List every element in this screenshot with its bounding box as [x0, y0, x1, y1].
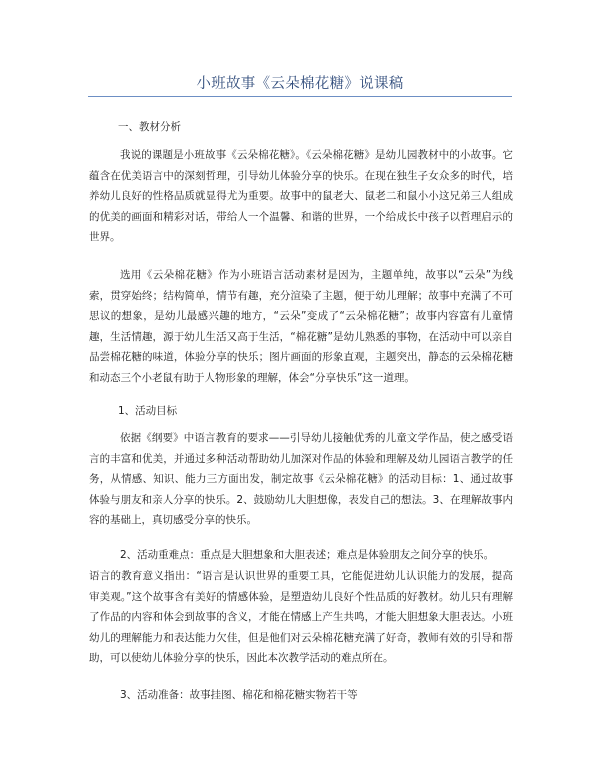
- paragraph-material-reasons: 选用《云朵棉花糖》作为小班语言活动素材是因为，主题单纯，故事以“云朵”为线索，贯穿始终；结构简单，情节有趣，充分渲染了主题，便于幼儿理解；故事中充满了不可思议的想象，是幼儿最感兴趣的地方，“云朵”变成了“云朵棉花糖”；故事内容富有儿童情趣，生活情趣，源于幼儿生活又高于生活，“棉花糖”是幼儿熟悉的事物，在活动中可以亲自品尝棉花糖的味道，体验分享的快乐；图片画面的形象直观，主题突出，静态的云朵棉花糖和动态三个小老鼠有助于人物形象的理解，体会“分享快乐”这一道理。: [89, 269, 513, 384]
- paragraph-activity-preparation: 3、活动准备：故事挂图、棉花和棉花糖实物若干等: [120, 689, 358, 701]
- paragraph-key-points: 2、活动重难点：重点是大胆想象和大胆表述；难点是体验朋友之间分享的快乐。: [120, 549, 495, 561]
- section-heading-activity-goals: 1、活动目标: [118, 405, 178, 417]
- title-underline: [88, 96, 512, 97]
- paragraph-activity-goals: 依据《纲要》中语言教育的要求——引导幼儿接触优秀的儿童文学作品，使之感受语言的丰富和优美，并通过多种活动帮助幼儿加深对作品的体验和理解及幼儿园语言教学的任务，从情感、知识、能力三方面出发，制定故事《云朵棉花糖》的活动目标：1、通过故事体验与朋友和亲人分享的快乐。2、鼓励幼儿大胆想像，表发自己的想法。3、在理解故事内容的基础上，真切感受分享的快乐。: [89, 432, 513, 526]
- document-title: 小班故事《云朵棉花糖》说课稿: [196, 76, 404, 92]
- paragraph-language-education: 语言的教育意义指出：“语言是认识世界的重要工具，它能促进幼儿认识能力的发展，提高审美观。”这个故事含有美好的情感体验，是塑造幼儿良好个性品质的好教材。幼儿只有理解了作品的内容和体会到故事的含义，才能在情感上产生共鸣，才能大胆想象大胆表达。小班幼儿的理解能力和表达能力欠佳，但是他们对云朵棉花糖充满了好奇，教师有效的引导和帮助，可以使幼儿体验分享的快乐，因此本次教学活动的难点所在。: [89, 570, 513, 664]
- section-heading-textbook-analysis: 一、教材分析: [118, 121, 181, 133]
- paragraph-topic-intro: 我说的课题是小班故事《云朵棉花糖》。《云朵棉花糖》是幼儿园教材中的小故事。它蕴含在优美语言中的深刻哲理，引导幼儿体验分享的快乐。在现在独生子女众多的时代，培养幼儿良好的性格品质就显得尤为重要。故事中的鼠老大、鼠老二和鼠小小这兄弟三人组成的优美的画面和精彩对话，带给人一个温馨、和谐的世界，一个给成长中孩子以哲理启示的世界。: [89, 149, 513, 243]
